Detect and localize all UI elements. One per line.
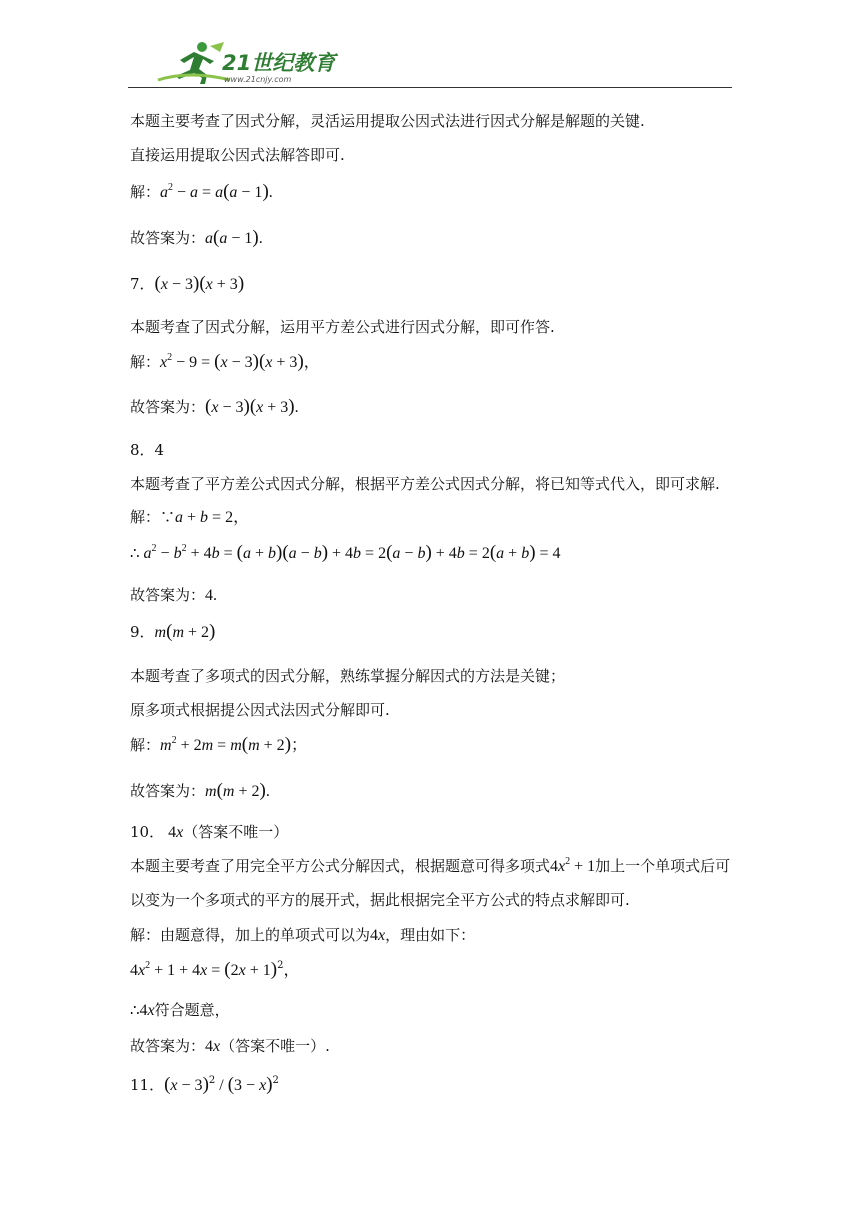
text-line: 本题考查了多项式的因式分解，熟练掌握分解因式的方法是关键； <box>130 667 566 685</box>
text-line: 直接运用提取公因式法解答即可. <box>130 146 345 164</box>
math-line: 故答案为：4. <box>130 586 218 604</box>
math-line: 故答案为：(x − 3)(x + 3). <box>130 396 299 417</box>
math-line: 故答案为：a(a − 1). <box>130 227 263 248</box>
math-line: 解：$x^2 - 9 = (x - 3)(x + 3)$， <box>130 351 320 372</box>
text-line: 以变为一个多项式的平方的展开式，据此根据完全平方公式的特点求解即可. <box>130 891 630 909</box>
logo-url: www.21cnjy.com <box>224 75 292 84</box>
text-line: 本题考查了平方差公式因式分解，根据平方差公式因式分解，将已知等式代入，即可求解. <box>130 475 720 493</box>
runner-icon <box>158 42 230 84</box>
page-header <box>128 38 732 88</box>
answer-heading: 11．$(x - 3)^2 / (3 - x)^2$ <box>130 1074 279 1095</box>
math-line: 解：∵a + b = 2， <box>130 508 250 526</box>
text-line: 原多项式根据提公因式法因式分解即可. <box>130 701 390 719</box>
math-line: 故答案为：m(m + 2). <box>130 780 270 801</box>
math-line: 故答案为：4x（答案不唯一）. <box>130 1037 330 1055</box>
text-line: 本题考查了因式分解，运用平方差公式进行因式分解，即可作答. <box>130 318 555 336</box>
math-line: ∴4x符合题意， <box>130 1001 230 1019</box>
math-line: 解：$a^2 - a = a(a - 1)$. <box>130 181 273 202</box>
answer-heading: 8．4 <box>130 441 165 459</box>
answer-heading: 9．m(m + 2) <box>130 621 216 642</box>
text-line: 本题主要考查了用完全平方公式分解因式，根据题意可得多项式$4x^2 + 1$加上一个单项式后可 <box>130 856 731 875</box>
answer-heading: 7．(x − 3)(x + 3) <box>130 273 245 294</box>
math-line: 解：由题意得，加上的单项式可以为4x，理由如下： <box>130 926 476 944</box>
logo-text: 21世纪教育 <box>222 51 336 75</box>
math-line: 解：$m^2 + 2m = m(m + 2)$； <box>130 734 308 755</box>
answer-heading: 10． 4x（答案不唯一） <box>130 823 289 841</box>
header-divider <box>128 87 732 88</box>
math-line: ∴ $a^2 - b^2 + 4b = (a + b)(a - b) + 4b = 2(a - b) + 4b = 2(a + b) = 4$ <box>130 542 561 563</box>
text-line: 本题主要考查了因式分解，灵活运用提取公因式法进行因式分解是解题的关键. <box>130 112 645 130</box>
math-line: $4x^2 + 1 + 4x = (2x + 1)^2$， <box>130 959 300 980</box>
site-logo <box>150 40 340 86</box>
